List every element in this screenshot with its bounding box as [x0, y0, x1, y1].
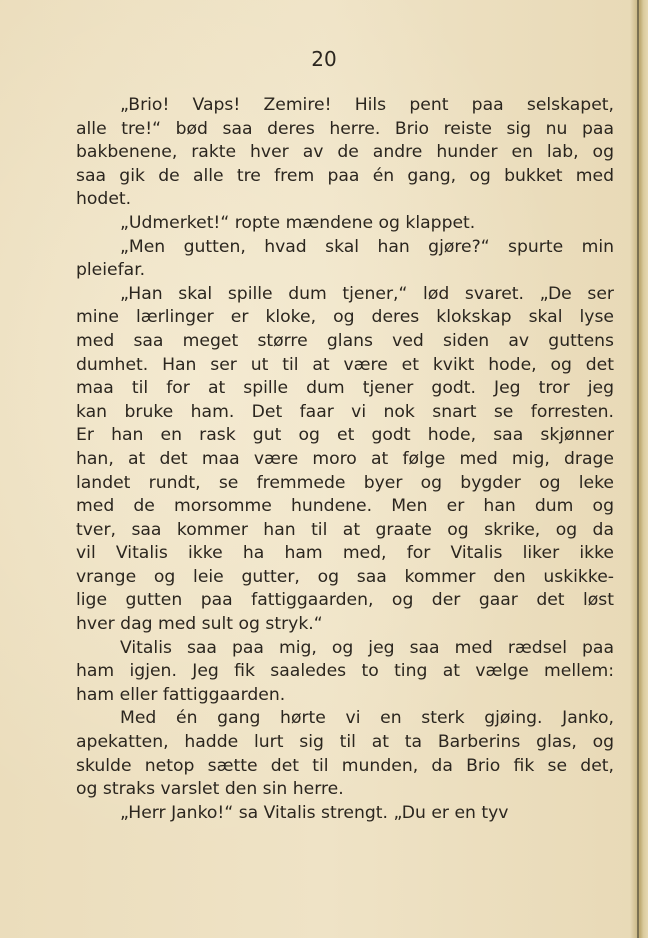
page-number: 20: [311, 47, 337, 71]
text-line: hodet.: [76, 189, 132, 210]
text-line: tver, saa kommer han til at graate og skrike, og da: [76, 519, 614, 540]
text-line: pleiefar.: [76, 260, 146, 281]
text-line: apekatten, hadde lurt sig til at ta Barberins glas, og: [76, 732, 614, 753]
text-line: bakbenene, rakte hver av de andre hunder en lab, og: [76, 142, 614, 163]
text-line: mine lærlinger er kloke, og deres klokskap skal lyse: [76, 307, 614, 328]
text-line: „Han skal spille dum tjener,“ lød svaret. „De ser: [120, 283, 614, 304]
text-line: ham igjen. Jeg fik saaledes to ting at vælge mellem:: [76, 661, 614, 682]
text-line: vrange og leie gutter, og saa kommer den uskikke-: [76, 566, 614, 587]
body-text: [76, 94, 614, 825]
text-line: han, at det maa være moro at følge med mig, drage: [76, 448, 614, 469]
text-line: landet rundt, se fremmede byer og bygder og leke: [76, 472, 614, 493]
text-line: lige gutten paa fattiggaarden, og der gaar det løst: [76, 590, 614, 611]
text-line: „Herr Janko!“ sa Vitalis strengt. „Du er en tyv: [120, 802, 509, 823]
text-line: „Brio! Vaps! Zemire! Hils pent paa selskapet,: [120, 95, 614, 115]
page-edge-line: [637, 0, 639, 938]
text-line: Er han en rask gut og et godt hode, saa skjønner: [76, 425, 614, 446]
text-line: Med én gang hørte vi en sterk gjøing. Janko,: [120, 708, 614, 729]
text-line: med de morsomme hundene. Men er han dum og: [76, 496, 614, 517]
text-line: skulde netop sætte det til munden, da Brio fik se det,: [76, 755, 614, 776]
text-line: hver dag med sult og stryk.“: [76, 614, 323, 635]
text-line: Vitalis saa paa mig, og jeg saa med rædsel paa: [120, 637, 614, 658]
text-line: dumhet. Han ser ut til at være et kvikt hode, og det: [76, 354, 614, 375]
text-line: maa til for at spille dum tjener godt. Jeg tror jeg: [76, 378, 614, 399]
page-edge-shadow: [630, 0, 648, 938]
text-line: vil Vitalis ikke ha ham med, for Vitalis liker ikke: [76, 543, 614, 564]
text-line: med saa meget større glans ved siden av guttens: [76, 330, 614, 351]
text-line: og straks varslet den sin herre.: [76, 779, 344, 800]
text-line: kan bruke ham. Det faar vi nok snart se forresten.: [76, 401, 614, 422]
text-line: saa gik de alle tre frem paa én gang, og bukket med: [76, 165, 614, 186]
text-line: alle tre!“ bød saa deres herre. Brio reiste sig nu paa: [76, 118, 614, 139]
text-line: „Men gutten, hvad skal han gjøre?“ spurte min: [120, 236, 614, 257]
text-line: „Udmerket!“ ropte mændene og klappet.: [120, 212, 476, 233]
text-line: ham eller fattiggaarden.: [76, 684, 286, 705]
